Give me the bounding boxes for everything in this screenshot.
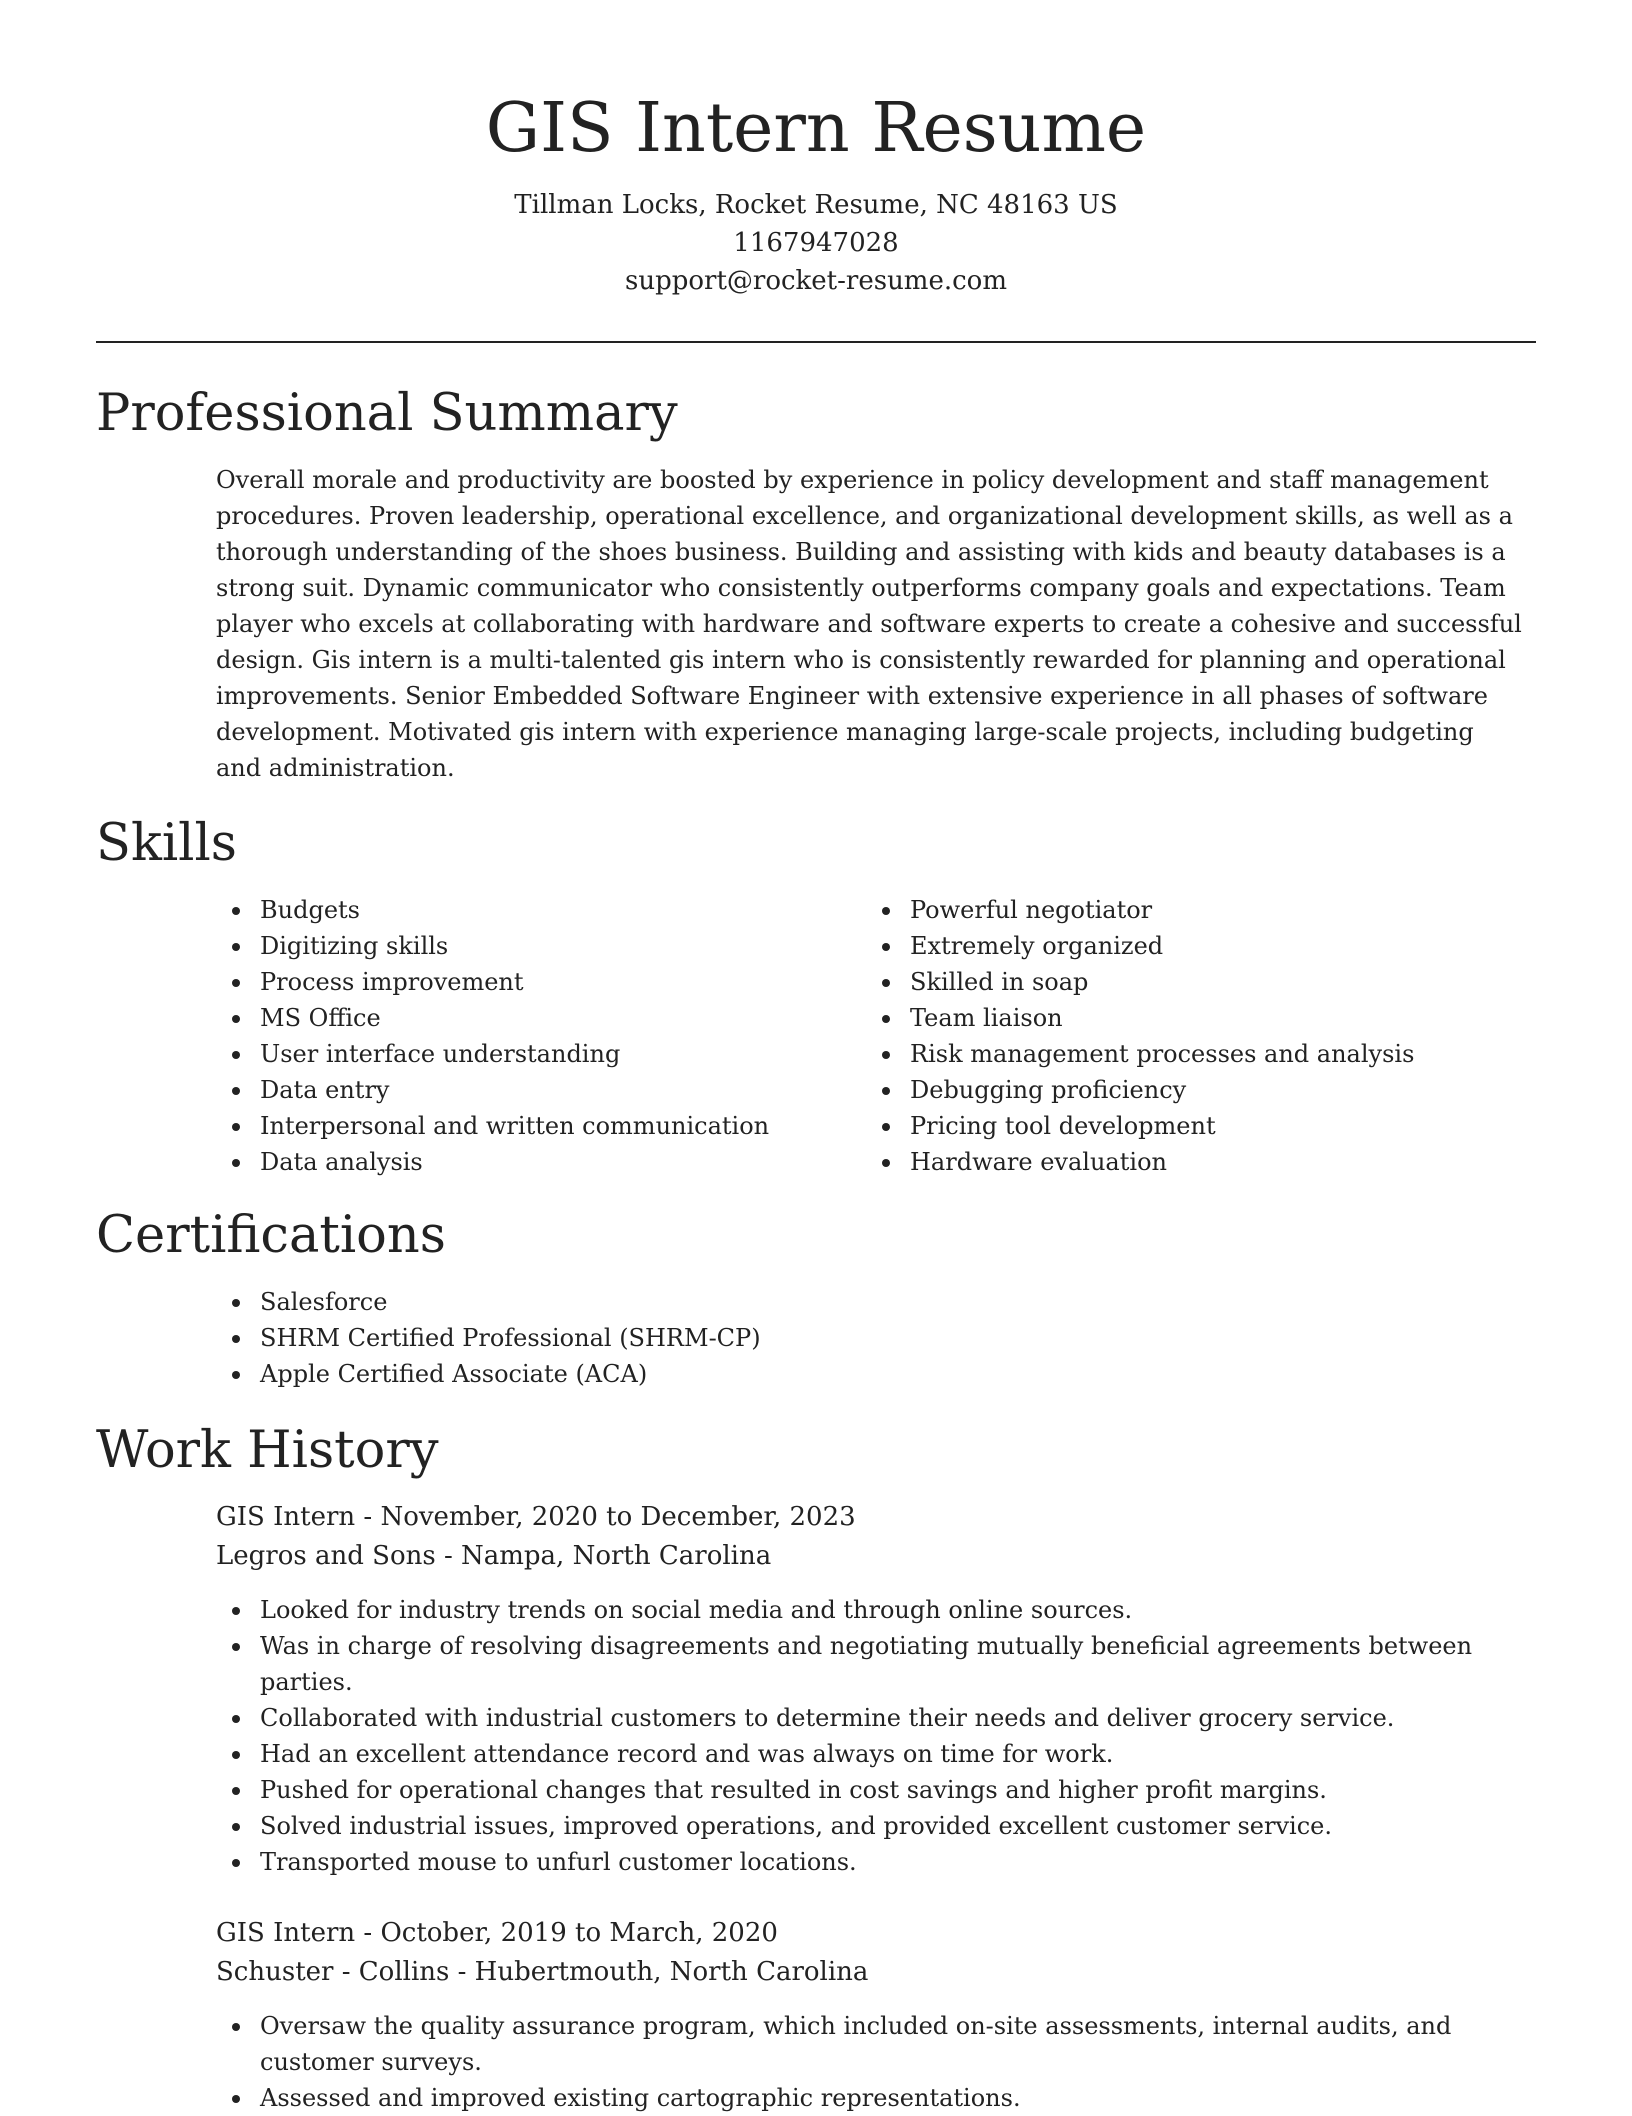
job-duties-list [216, 2008, 1546, 2116]
skill-item: Team liaison [866, 1000, 1414, 1036]
job-duty: Looked for industry trends on social media and through online sources. [216, 1592, 1546, 1628]
job-title-line: GIS Intern - October, 2019 to March, 2020 [216, 1918, 778, 1948]
job-duty: Assessed and improved existing cartographic representations. [216, 2080, 1546, 2116]
skill-item: Data analysis [216, 1144, 769, 1180]
resume-title: GIS Intern Resume [485, 89, 1147, 168]
phone: 1167947028 [733, 228, 899, 258]
skill-item: Process improvement [216, 964, 769, 1000]
skill-item: Interpersonal and written communication [216, 1108, 769, 1144]
skill-item: Risk management processes and analysis [866, 1036, 1414, 1072]
certifications-list [216, 1284, 761, 1392]
job-duties-list [216, 1592, 1546, 1880]
skills-heading: Skills [96, 814, 237, 873]
skill-item: Hardware evaluation [866, 1144, 1414, 1180]
email: support@rocket-resume.com [624, 266, 1007, 296]
skill-item: Data entry [216, 1072, 769, 1108]
skill-item: Extremely organized [866, 928, 1414, 964]
skill-item: Pricing tool development [866, 1108, 1414, 1144]
certification-item: Salesforce [216, 1284, 761, 1320]
job-duty: Solved industrial issues, improved operations, and provided excellent customer service. [216, 1808, 1546, 1844]
job-duty: Transported mouse to unfurl customer locations. [216, 1844, 1546, 1880]
contact-block [0, 186, 1632, 300]
job-duty: Was in charge of resolving disagreements and negotiating mutually beneficial agreements between parties. [216, 1628, 1546, 1700]
job-company-line: Legros and Sons - Nampa, North Carolina [216, 1541, 772, 1571]
summary-heading: Professional Summary [96, 384, 678, 443]
skills-list-left [216, 892, 769, 1180]
job-duty: Collaborated with industrial customers to determine their needs and deliver grocery service. [216, 1700, 1546, 1736]
skill-item: Powerful negotiator [866, 892, 1414, 928]
skills-list-right [866, 892, 1414, 1180]
job-duty: Pushed for operational changes that resulted in cost savings and higher profit margins. [216, 1772, 1546, 1808]
work-history-heading: Work History [96, 1421, 439, 1480]
certification-item: Apple Certified Associate (ACA) [216, 1356, 761, 1392]
certification-item: SHRM Certified Professional (SHRM-CP) [216, 1320, 761, 1356]
skill-item: Digitizing skills [216, 928, 769, 964]
skill-item: Debugging proficiency [866, 1072, 1414, 1108]
job-title-line: GIS Intern - November, 2020 to December, 2023 [216, 1502, 856, 1532]
job-duty: Had an excellent attendance record and was always on time for work. [216, 1736, 1546, 1772]
skill-item: Budgets [216, 892, 769, 928]
header-divider [96, 341, 1536, 343]
job-company-line: Schuster - Collins - Hubertmouth, North Carolina [216, 1957, 869, 1987]
skill-item: Skilled in soap [866, 964, 1414, 1000]
resume-header [0, 84, 1632, 300]
address: Tillman Locks, Rocket Resume, NC 48163 US [514, 190, 1118, 220]
summary-text: Overall morale and productivity are boosted by experience in policy development and staff management procedures. Proven leadership, operational excellence, and organizational development skills, as well as a thorough understanding of the shoes business. Building and assisting with kids and beauty databases is a strong suit. Dynamic communicator who consistently outperforms company goals and expectations. Team player who excels at collaborating with hardware and software experts to create a cohesive and successful design. Gis intern is a multi-talented gis intern who is consistently rewarded for planning and operational improvements. Senior Embedded Software Engineer with extensive experience in all phases of software development. Motivated gis intern with experience managing large-scale projects, including budgeting and administration. [216, 466, 1522, 782]
skill-item: User interface understanding [216, 1036, 769, 1072]
job-duty: Oversaw the quality assurance program, which included on-site assessments, internal audits, and customer surveys. [216, 2008, 1546, 2080]
skill-item: MS Office [216, 1000, 769, 1036]
certifications-heading: Certifications [96, 1206, 446, 1265]
